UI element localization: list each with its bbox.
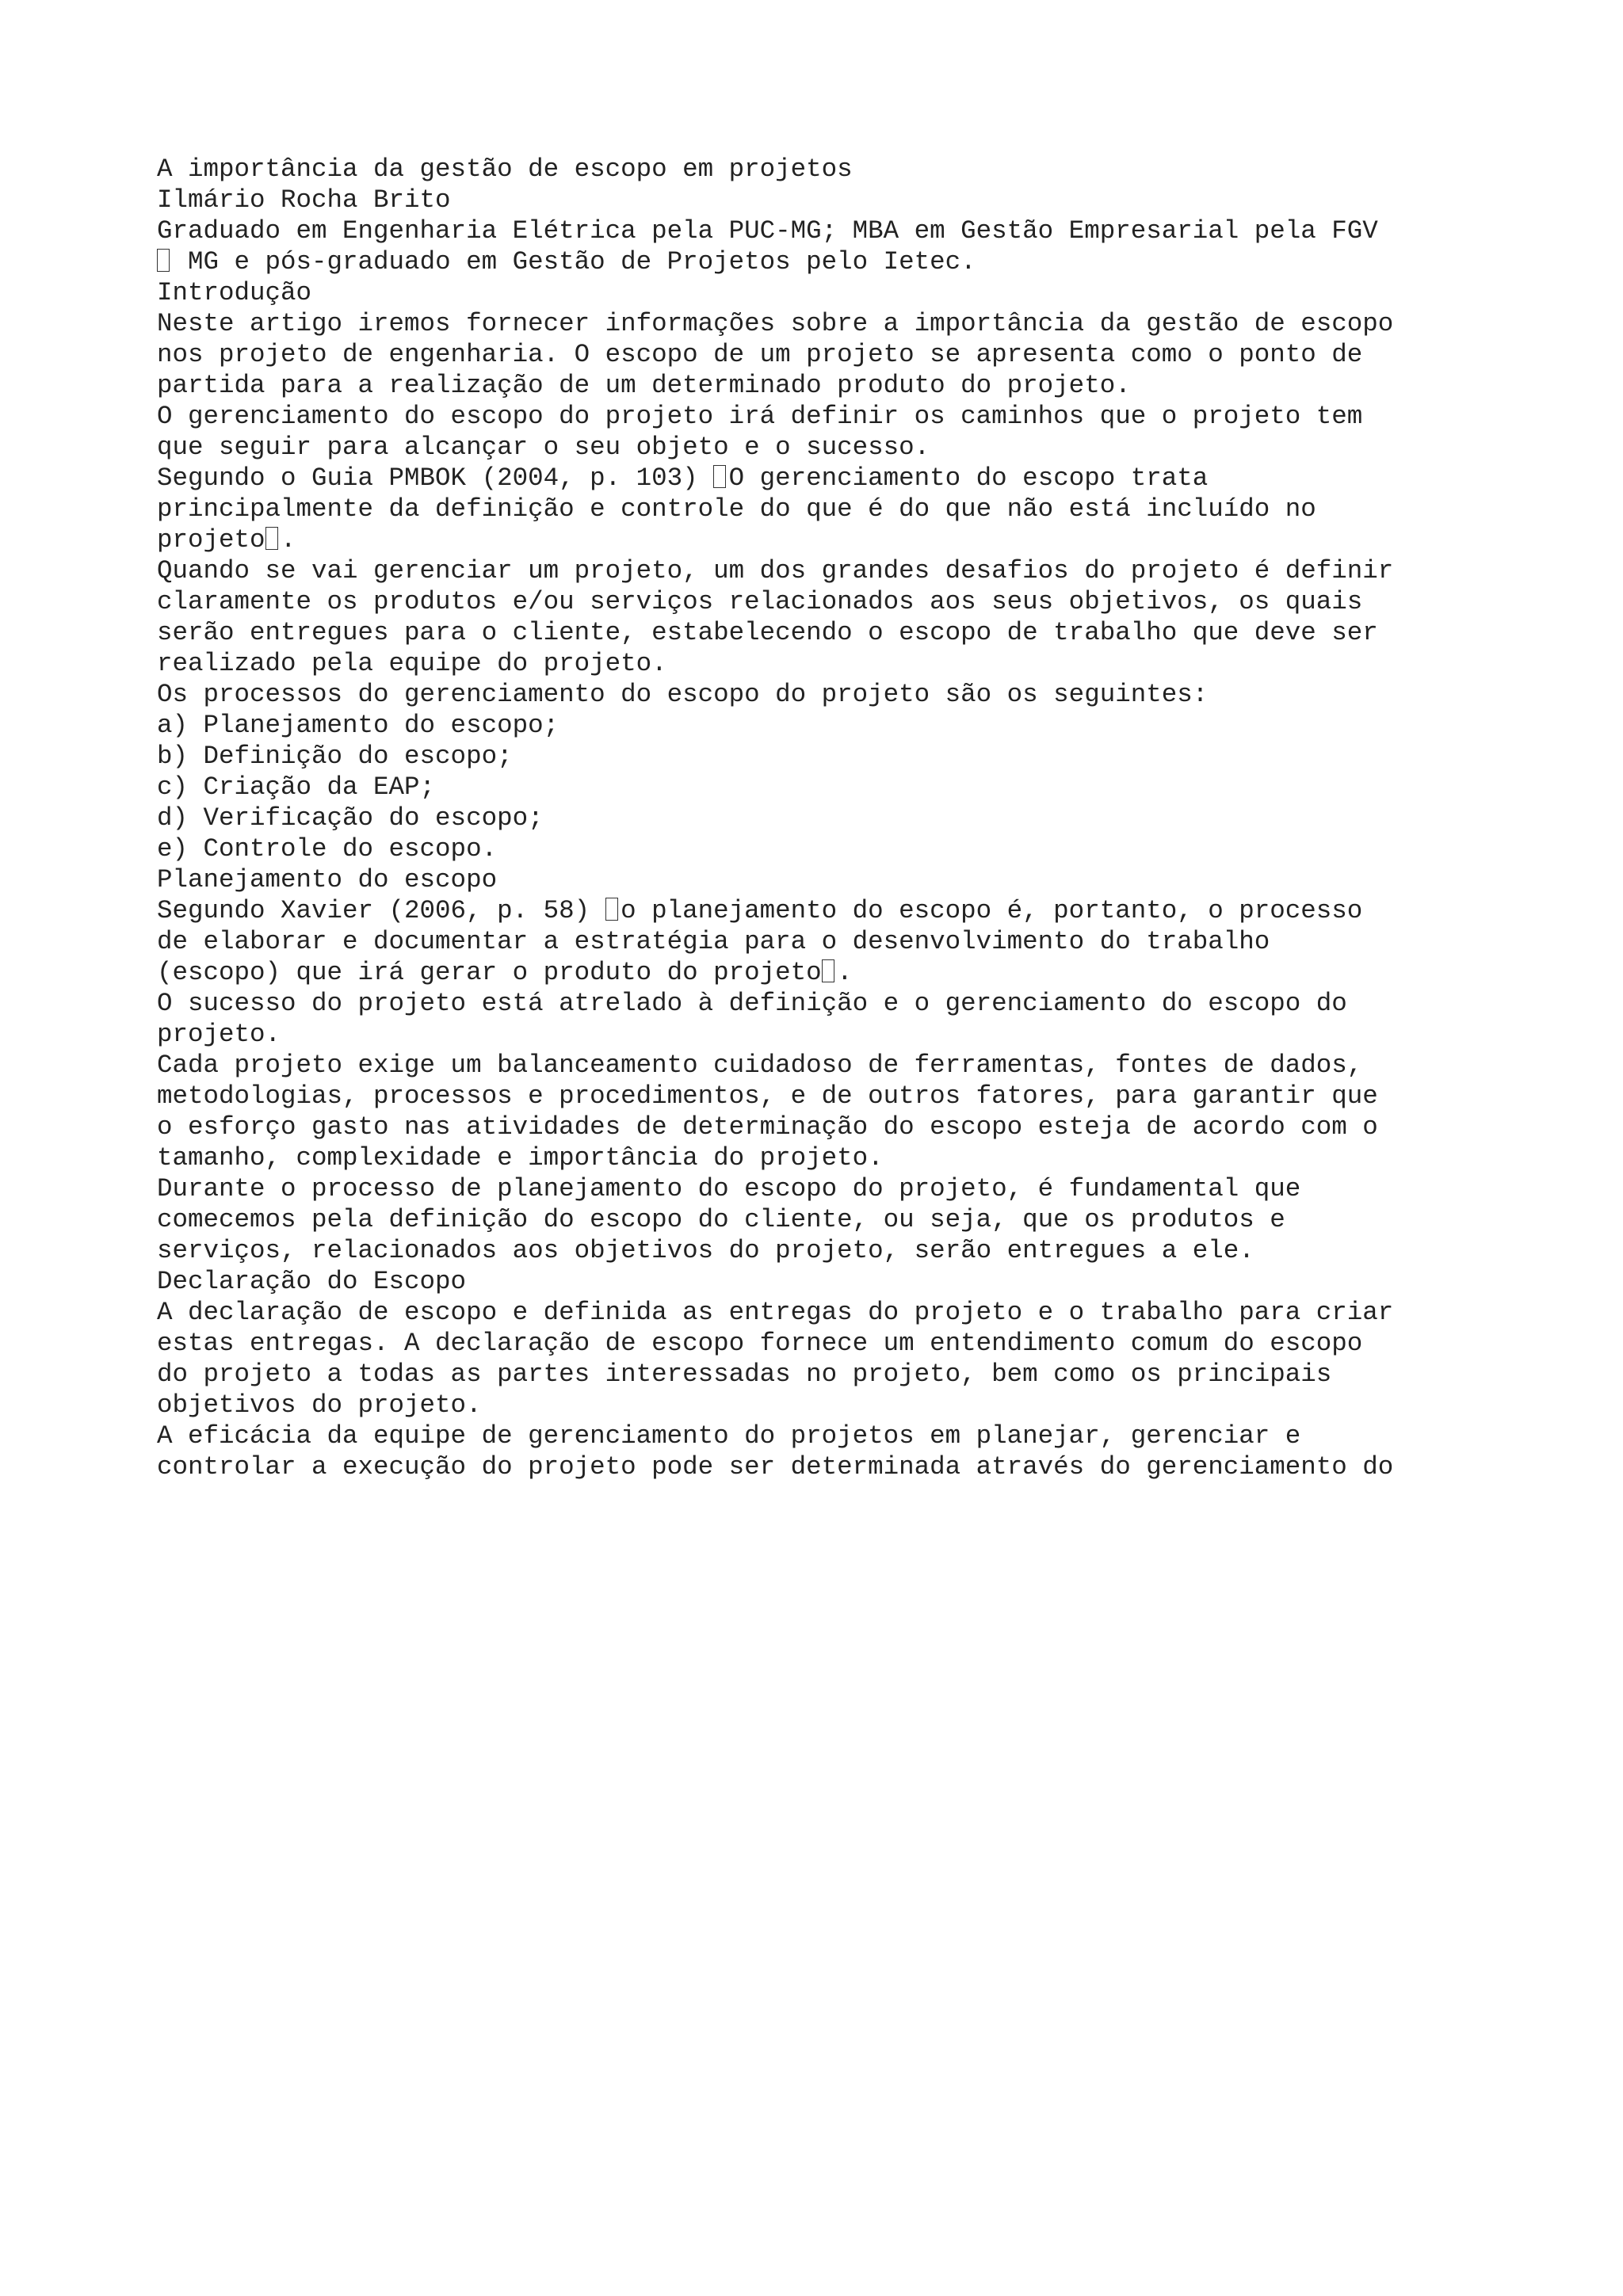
- paragraph-line: controlar a execução do projeto pode ser determinada através do gerenciamento do: [157, 1452, 1394, 1482]
- paragraph-line: A eficácia da equipe de gerenciamento do projetos em planejar, gerenciar e: [157, 1421, 1301, 1451]
- quote-line: principalmente da definição e controle do que é do que não está incluído no: [157, 494, 1316, 524]
- paragraph-line: Os processos do gerenciamento do escopo do projeto são os seguintes:: [157, 680, 1209, 709]
- quote-line: Segundo o Guia PMBOK (2004, p. 103) O gerenciamento do escopo trata: [157, 463, 1209, 493]
- paragraph-line: serviços, relacionados aos objetivos do projeto, serão entregues a ele.: [157, 1236, 1254, 1265]
- author-name: Ilmário Rocha Brito: [157, 185, 451, 215]
- paragraph-line: Neste artigo iremos fornecer informações sobre a importância da gestão de escopo: [157, 309, 1394, 338]
- quote-line: Segundo Xavier (2006, p. 58) o planejamento do escopo é, portanto, o processo: [157, 896, 1363, 925]
- quote-line: de elaborar e documentar a estratégia para o desenvolvimento do trabalho: [157, 927, 1270, 956]
- quote-line: (escopo) que irá gerar o produto do projeto .: [157, 958, 853, 987]
- document-title: A importância da gestão de escopo em projetos: [157, 154, 853, 184]
- paragraph-line: partida para a realização de um determinado produto do projeto.: [157, 371, 1131, 400]
- section-heading-declaracao: Declaração do Escopo: [157, 1267, 467, 1296]
- paragraph-line: A declaração de escopo e definida as entregas do projeto e o trabalho para criar: [157, 1298, 1394, 1327]
- paragraph-line: realizado pela equipe do projeto.: [157, 649, 667, 678]
- list-item: b) Definição do escopo;: [157, 742, 513, 771]
- paragraph-line: claramente os produtos e/ou serviços relacionados aos seus objetivos, os quais: [157, 587, 1363, 616]
- paragraph-line: O sucesso do projeto está atrelado à definição e o gerenciamento do escopo do: [157, 989, 1347, 1018]
- paragraph-line: estas entregas. A declaração de escopo fornece um entendimento comum do escopo: [157, 1329, 1363, 1358]
- missing-glyph-icon: [713, 465, 726, 488]
- paragraph-line: serão entregues para o cliente, estabelecendo o escopo de trabalho que deve ser: [157, 618, 1378, 647]
- paragraph-line: do projeto a todas as partes interessadas no projeto, bem como os principais: [157, 1360, 1332, 1389]
- paragraph-line: que seguir para alcançar o seu objeto e o sucesso.: [157, 433, 930, 462]
- paragraph-line: projeto.: [157, 1020, 281, 1049]
- section-heading-planejamento: Planejamento do escopo: [157, 865, 498, 894]
- paragraph-line: Quando se vai gerenciar um projeto, um dos grandes desafios do projeto é definir: [157, 556, 1394, 585]
- section-heading-introducao: Introdução: [157, 278, 312, 307]
- paragraph-line: o esforço gasto nas atividades de determinação do escopo esteja de acordo com o: [157, 1112, 1378, 1142]
- missing-glyph-icon: [822, 959, 834, 982]
- paragraph-line: metodologias, processos e procedimentos, e de outros fatores, para garantir que: [157, 1081, 1378, 1111]
- author-bio-line: Graduado em Engenharia Elétrica pela PUC-MG; MBA em Gestão Empresarial pela FGV: [157, 216, 1378, 246]
- paragraph-line: comecemos pela definição do escopo do cliente, ou seja, que os produtos e: [157, 1205, 1285, 1234]
- list-item: a) Planejamento do escopo;: [157, 711, 559, 740]
- list-item: e) Controle do escopo.: [157, 834, 498, 864]
- missing-glyph-icon: [605, 898, 618, 921]
- document-page: [157, 154, 1496, 1482]
- quote-line: projeto .: [157, 525, 296, 555]
- paragraph-line: Durante o processo de planejamento do escopo do projeto, é fundamental que: [157, 1174, 1301, 1203]
- paragraph-line: tamanho, complexidade e importância do projeto.: [157, 1143, 884, 1173]
- paragraph-line: objetivos do projeto.: [157, 1390, 482, 1420]
- list-item: d) Verificação do escopo;: [157, 803, 544, 833]
- author-bio-line: MG e pós-graduado em Gestão de Projetos pelo Ietec.: [157, 246, 1496, 277]
- missing-glyph-icon: [157, 249, 170, 272]
- list-item: c) Criação da EAP;: [157, 772, 436, 802]
- missing-glyph-icon: [265, 527, 278, 550]
- paragraph-line: nos projeto de engenharia. O escopo de um projeto se apresenta como o ponto de: [157, 340, 1363, 369]
- paragraph-line: O gerenciamento do escopo do projeto irá definir os caminhos que o projeto tem: [157, 402, 1363, 431]
- paragraph-line: Cada projeto exige um balanceamento cuidadoso de ferramentas, fontes de dados,: [157, 1051, 1363, 1080]
